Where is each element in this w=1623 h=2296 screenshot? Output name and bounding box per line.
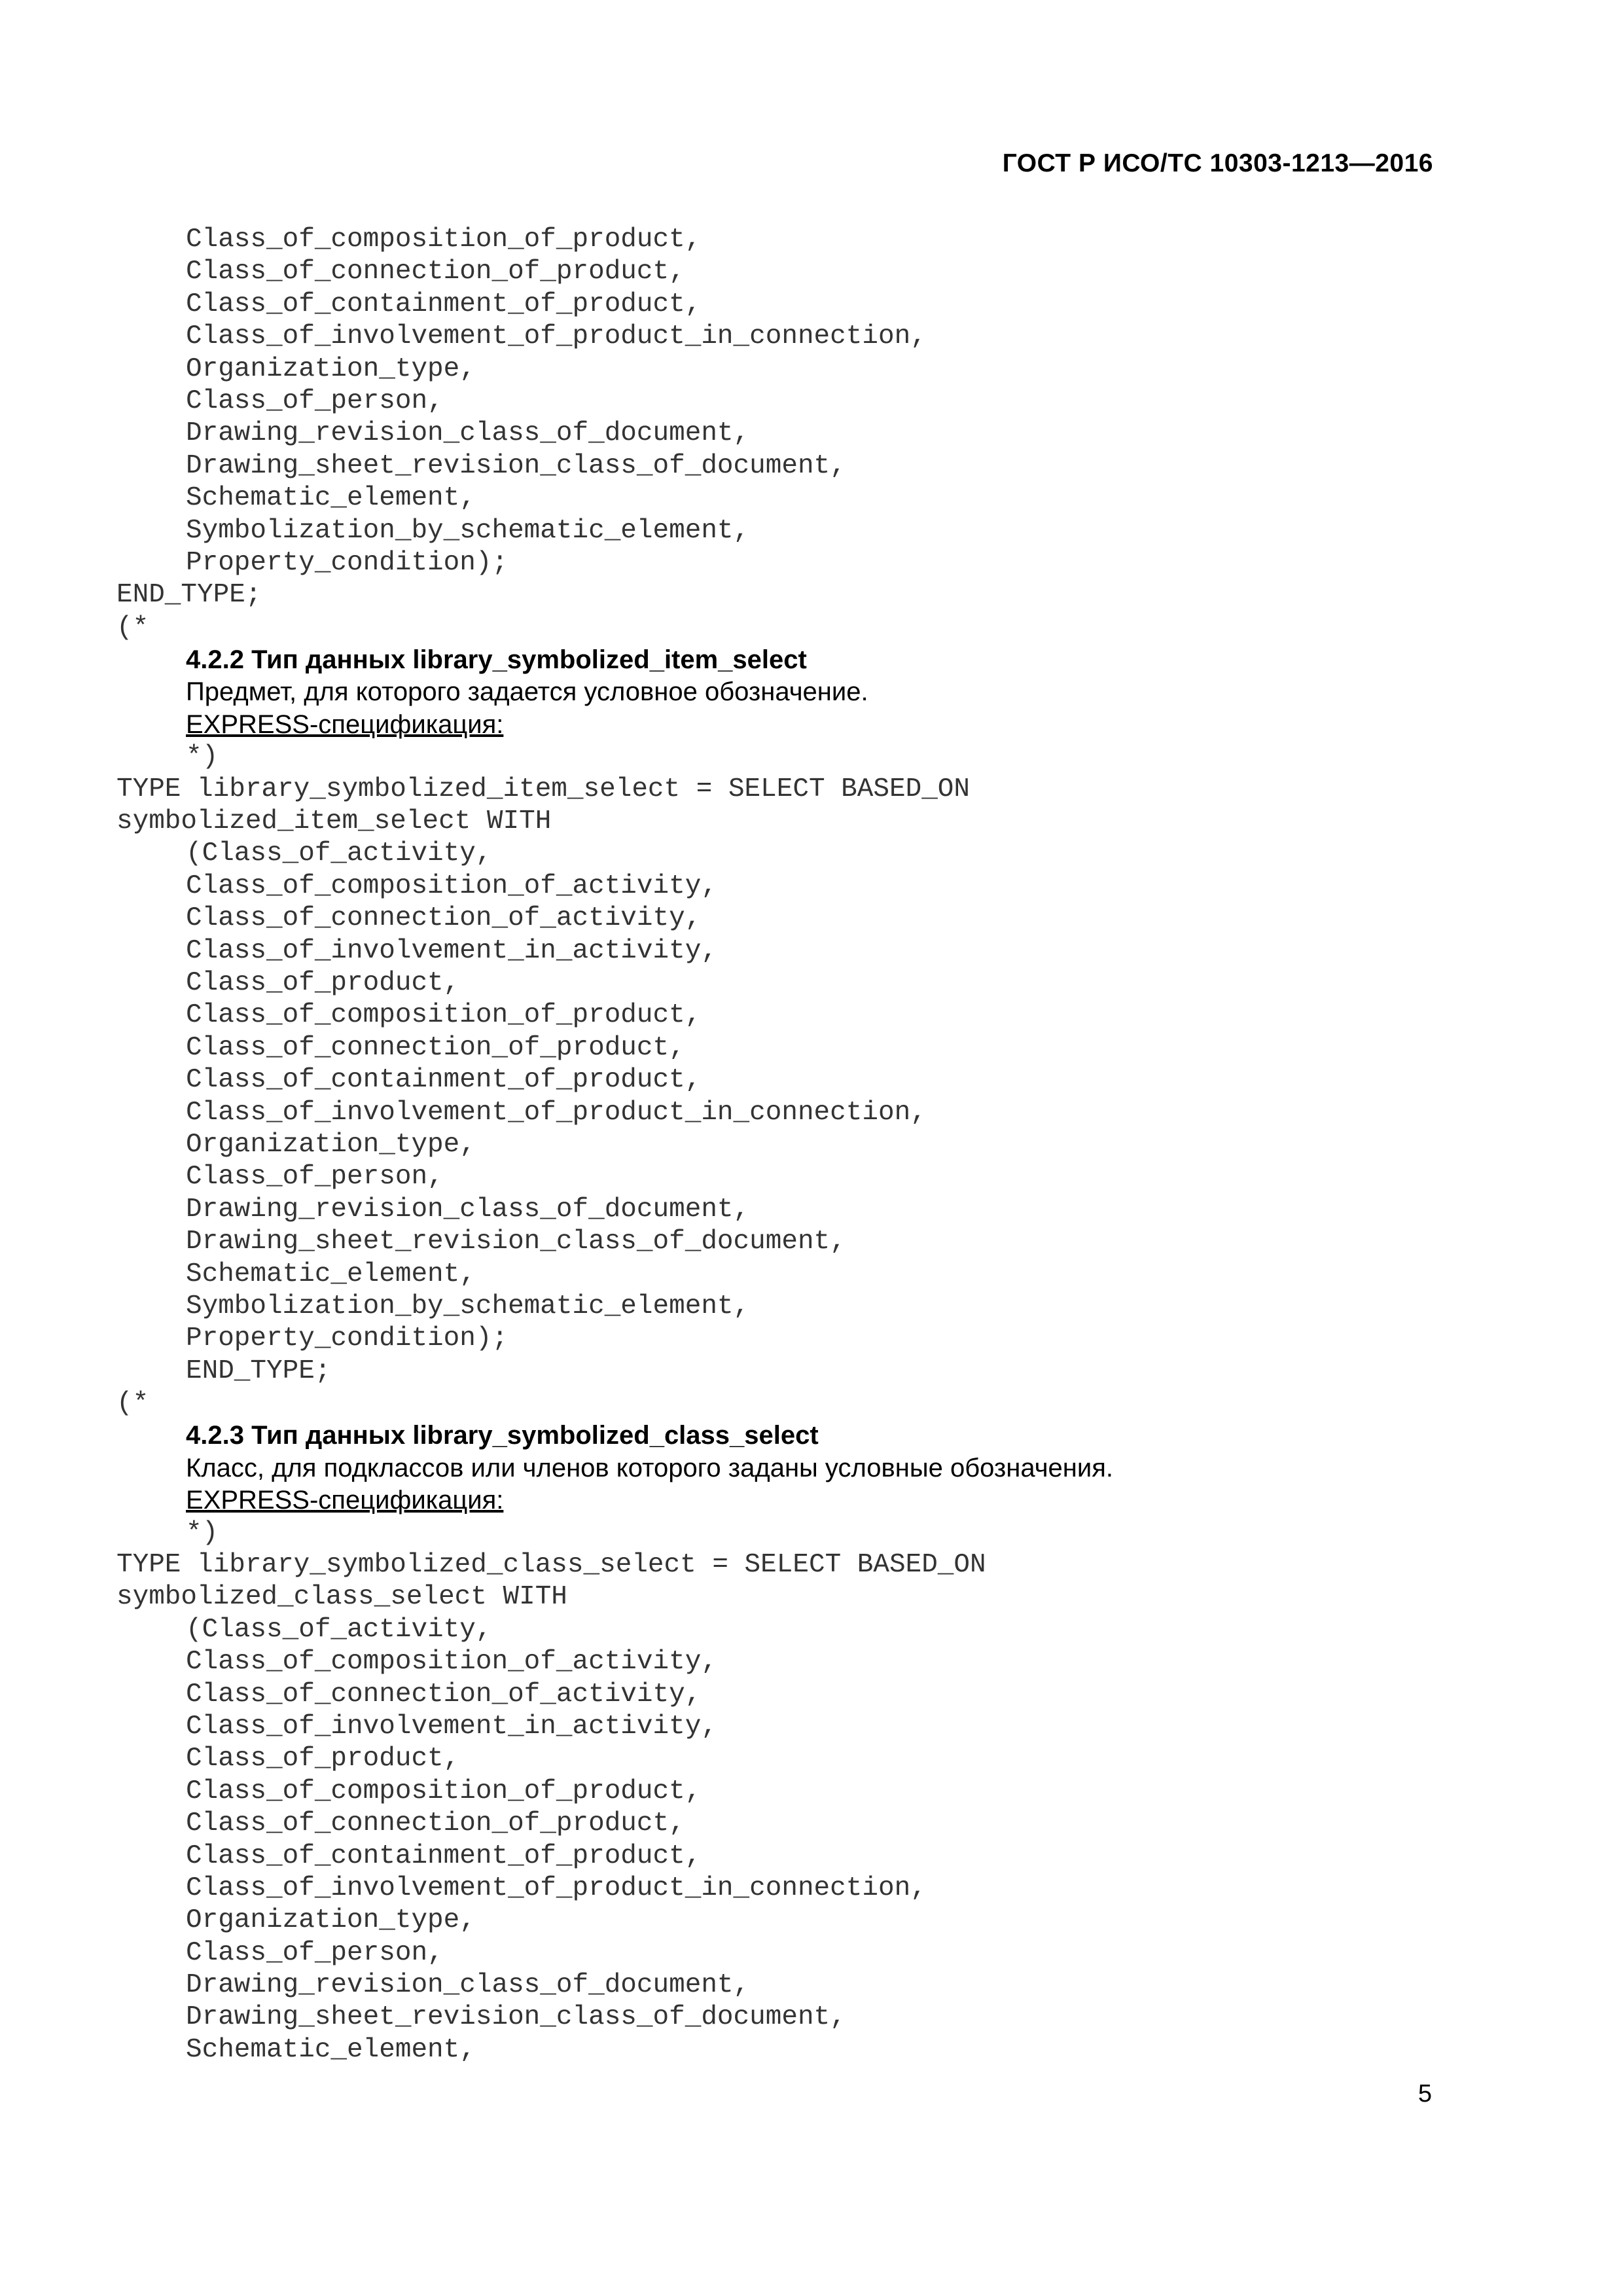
code-line: Class_of_composition_of_product, <box>186 1000 702 1031</box>
express-spec-label: EXPRESS-спецификация: <box>186 1486 504 1515</box>
code-line: Schematic_element, <box>186 2034 476 2065</box>
code-line: Class_of_person, <box>186 1937 444 1968</box>
code-line: Class_of_containment_of_product, <box>186 289 702 319</box>
document-body <box>116 224 1438 2066</box>
code-line: Class_of_involvement_in_activity, <box>186 935 717 966</box>
code-line: Schematic_element, <box>186 1259 476 1289</box>
code-line: Class_of_composition_of_activity, <box>186 870 717 901</box>
code-line: Drawing_sheet_revision_class_of_document, <box>186 450 846 481</box>
code-line: Drawing_revision_class_of_document, <box>186 1970 750 2001</box>
code-line: Schematic_element, <box>186 483 476 514</box>
code-line: Class_of_composition_of_product, <box>186 1776 702 1806</box>
express-spec-label: EXPRESS-спецификация: <box>186 709 504 739</box>
page-number: 5 <box>1418 2080 1432 2108</box>
code-line: END_TYPE; <box>116 580 262 611</box>
code-line: (* <box>116 612 149 643</box>
code-line: symbolized_item_select WITH <box>116 806 552 837</box>
code-line: Class_of_connection_of_product, <box>186 1808 685 1839</box>
code-line: Class_of_product, <box>186 1744 460 1774</box>
code-line: Symbolization_by_schematic_element, <box>186 515 750 546</box>
code-line: (* <box>116 1388 149 1419</box>
code-line: Drawing_revision_class_of_document, <box>186 418 750 449</box>
code-line: Drawing_sheet_revision_class_of_document, <box>186 1227 846 1257</box>
code-line: Organization_type, <box>186 353 476 384</box>
code-line: *) <box>186 1517 219 1548</box>
code-line: Class_of_containment_of_product, <box>186 1065 702 1096</box>
section-heading: 4.2.3 Тип данных library_symbolized_class_select <box>186 1421 819 1450</box>
code-line: Class_of_connection_of_product, <box>186 1032 685 1063</box>
code-line: Class_of_composition_of_activity, <box>186 1647 717 1677</box>
code-line: Class_of_involvement_of_product_in_connection, <box>186 321 927 352</box>
section-description: Предмет, для которого задается условное обозначение. <box>186 677 868 707</box>
code-line: (Class_of_activity, <box>186 838 492 869</box>
code-line: Organization_type, <box>186 1905 476 1936</box>
code-line: TYPE library_symbolized_item_select = SELECT BASED_ON <box>116 774 971 804</box>
code-line: Class_of_involvement_of_product_in_connection, <box>186 1873 927 1903</box>
code-line: Class_of_connection_of_product, <box>186 257 685 287</box>
code-line: *) <box>186 742 219 772</box>
code-line: Property_condition); <box>186 1323 508 1354</box>
code-line: (Class_of_activity, <box>186 1614 492 1645</box>
code-line: Class_of_connection_of_activity, <box>186 903 702 934</box>
code-line: Property_condition); <box>186 547 508 578</box>
code-line: Class_of_involvement_in_activity, <box>186 1711 717 1742</box>
code-line: END_TYPE; <box>186 1355 331 1386</box>
code-line: Class_of_involvement_of_product_in_connection, <box>186 1097 927 1128</box>
code-line: Drawing_sheet_revision_class_of_document, <box>186 2002 846 2033</box>
code-line: Class_of_composition_of_product, <box>186 224 702 255</box>
code-line: TYPE library_symbolized_class_select = SELECT BASED_ON <box>116 1550 986 1581</box>
code-line: Class_of_containment_of_product, <box>186 1840 702 1871</box>
code-line: Class_of_person, <box>186 1162 444 1193</box>
code-line: Class_of_connection_of_activity, <box>186 1679 702 1710</box>
code-line: Symbolization_by_schematic_element, <box>186 1291 750 1321</box>
code-line: Class_of_person, <box>186 386 444 416</box>
document-header: ГОСТ Р ИСО/ТС 10303-1213—2016 <box>1002 149 1433 177</box>
section-heading: 4.2.2 Тип данных library_symbolized_item_select <box>186 645 807 675</box>
code-line: symbolized_class_select WITH <box>116 1582 567 1613</box>
section-description: Класс, для подклассов или членов которого заданы условные обозначения. <box>186 1453 1113 1482</box>
code-line: Organization_type, <box>186 1129 476 1160</box>
code-line: Drawing_revision_class_of_document, <box>186 1194 750 1225</box>
code-line: Class_of_product, <box>186 967 460 998</box>
